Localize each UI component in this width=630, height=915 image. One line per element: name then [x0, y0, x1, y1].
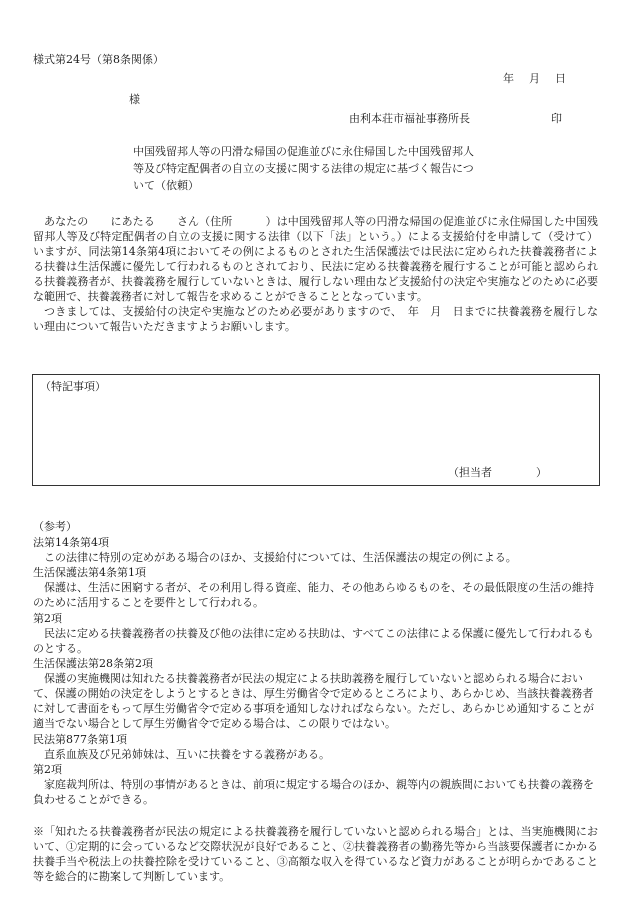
- ref-text-welfare28: [33, 671, 598, 731]
- ref-text-civil877: [33, 747, 598, 762]
- remarks-label: （特記事項）: [40, 380, 106, 393]
- ref-text-welfare4-2: [33, 626, 598, 656]
- title-line-2: 等及び特定配偶者の自立の支援に関する法律の規定に基づく報告につ: [133, 162, 474, 175]
- reference-note: [33, 824, 598, 884]
- reference-note-text: ※「知れたる扶養義務者が民法の規定による扶養義務を履行していないと認められる場合」とは、当実施機関において、①定期的に会っているなど交際状況が良好であること、②扶養義務者の勤務先等から当該要保護者にかかる扶養手当や税法上の扶養控除を受けていること、③高額な収入を得ているなど資力があることが明らかであること等を総合的に勘案して判断しています。: [33, 825, 598, 883]
- sender-name: 由利本荘市福祉事務所長: [349, 112, 470, 125]
- ref-text-welfare4-body: 保護は、生活に困窮する者が、その利用し得る資産、能力、その他あらゆるものを、その最低限度の生活の維持のために活用することを要件として行われる。: [33, 581, 594, 609]
- seal-mark: 印: [551, 112, 562, 125]
- form-number: 様式第24号（第8条関係）: [33, 53, 164, 66]
- reference-heading: （参考）: [33, 520, 77, 533]
- staff-label: （担当者 ）: [448, 466, 547, 479]
- body-paragraph-1: あなたの にあたる さん（住所 ）は中国残留邦人等の円滑な帰国の促進並びに永住帰国した中国残留邦人等及び特定配偶者の自立の支援に関する法律（以下「法」という。）による支援給付を申請して（受けて）いますが、同法第14条第4項においてその例によるものとされた生活保護法では民法に定められた扶養義務者による扶養は生活保護に優先して行われるものとされており、民法に定める扶養義務を履行することが可能と認められる扶養義務者が、扶養義務を履行していないときは、履行しない理由など支援給付の決定や実施などのために必要な範囲で、扶養義務者に対して報告を求めることができることとなっています。: [33, 215, 598, 303]
- remarks-box[interactable]: [32, 374, 600, 486]
- date-line: 年 月 日: [503, 72, 568, 85]
- ref-title-welfare4-2: 第2項: [33, 612, 62, 625]
- ref-text-civil877-2: [33, 777, 598, 807]
- ref-title-welfare28: 生活保護法第28条第2項: [33, 657, 153, 670]
- ref-title-civil877-2: 第2項: [33, 763, 62, 776]
- ref-text-welfare28-body: 保護の実施機関は知れたる扶養義務者が民法の規定による扶助義務を履行していないと認められる場合において、保護の開始の決定をしようとするときは、厚生労働省令で定めるところにより、あらかじめ、当該扶養義務者に対して書面をもって厚生労働省令で定める事項を通知しなければならない。ただし、あらかじめ通知することが適当でない場合として厚生労働省令で定める場合は、この限りではない。: [33, 672, 594, 730]
- ref-text-law14: [33, 550, 598, 565]
- ref-text-welfare4: [33, 580, 598, 610]
- ref-title-law14: 法第14条第4項: [33, 536, 109, 549]
- ref-text-law14-body: この法律に特別の定めがある場合のほか、支援給付については、生活保護法の規定の例による。: [44, 551, 517, 564]
- ref-title-civil877: 民法第877条第1項: [33, 733, 127, 746]
- body-paragraph-2: つきましては、支援給付の決定や実施などのため必要がありますので、 年 月 日までに扶養義務を履行しない理由について報告いただきますようお願いします。: [33, 305, 598, 333]
- ref-title-welfare4: 生活保護法第4条第1項: [33, 566, 146, 579]
- title-line-1: 中国残留邦人等の円滑な帰国の促進並びに永住帰国した中国残留邦人: [133, 145, 474, 158]
- addressee-suffix: 様: [129, 93, 140, 106]
- ref-text-civil877-2-body: 家庭裁判所は、特別の事情があるときは、前項に規定する場合のほか、親等内の親族間においても扶養の義務を負わせることができる。: [33, 778, 594, 806]
- ref-text-welfare4-2-body: 民法に定める扶養義務者の扶養及び他の法律に定める扶助は、すべてこの法律による保護に優先して行われるものとする。: [33, 627, 594, 655]
- ref-text-civil877-body: 直系血族及び兄弟姉妹は、互いに扶養をする義務がある。: [44, 748, 330, 761]
- title-line-3: いて（依頼）: [133, 179, 199, 192]
- body-text: [33, 214, 598, 334]
